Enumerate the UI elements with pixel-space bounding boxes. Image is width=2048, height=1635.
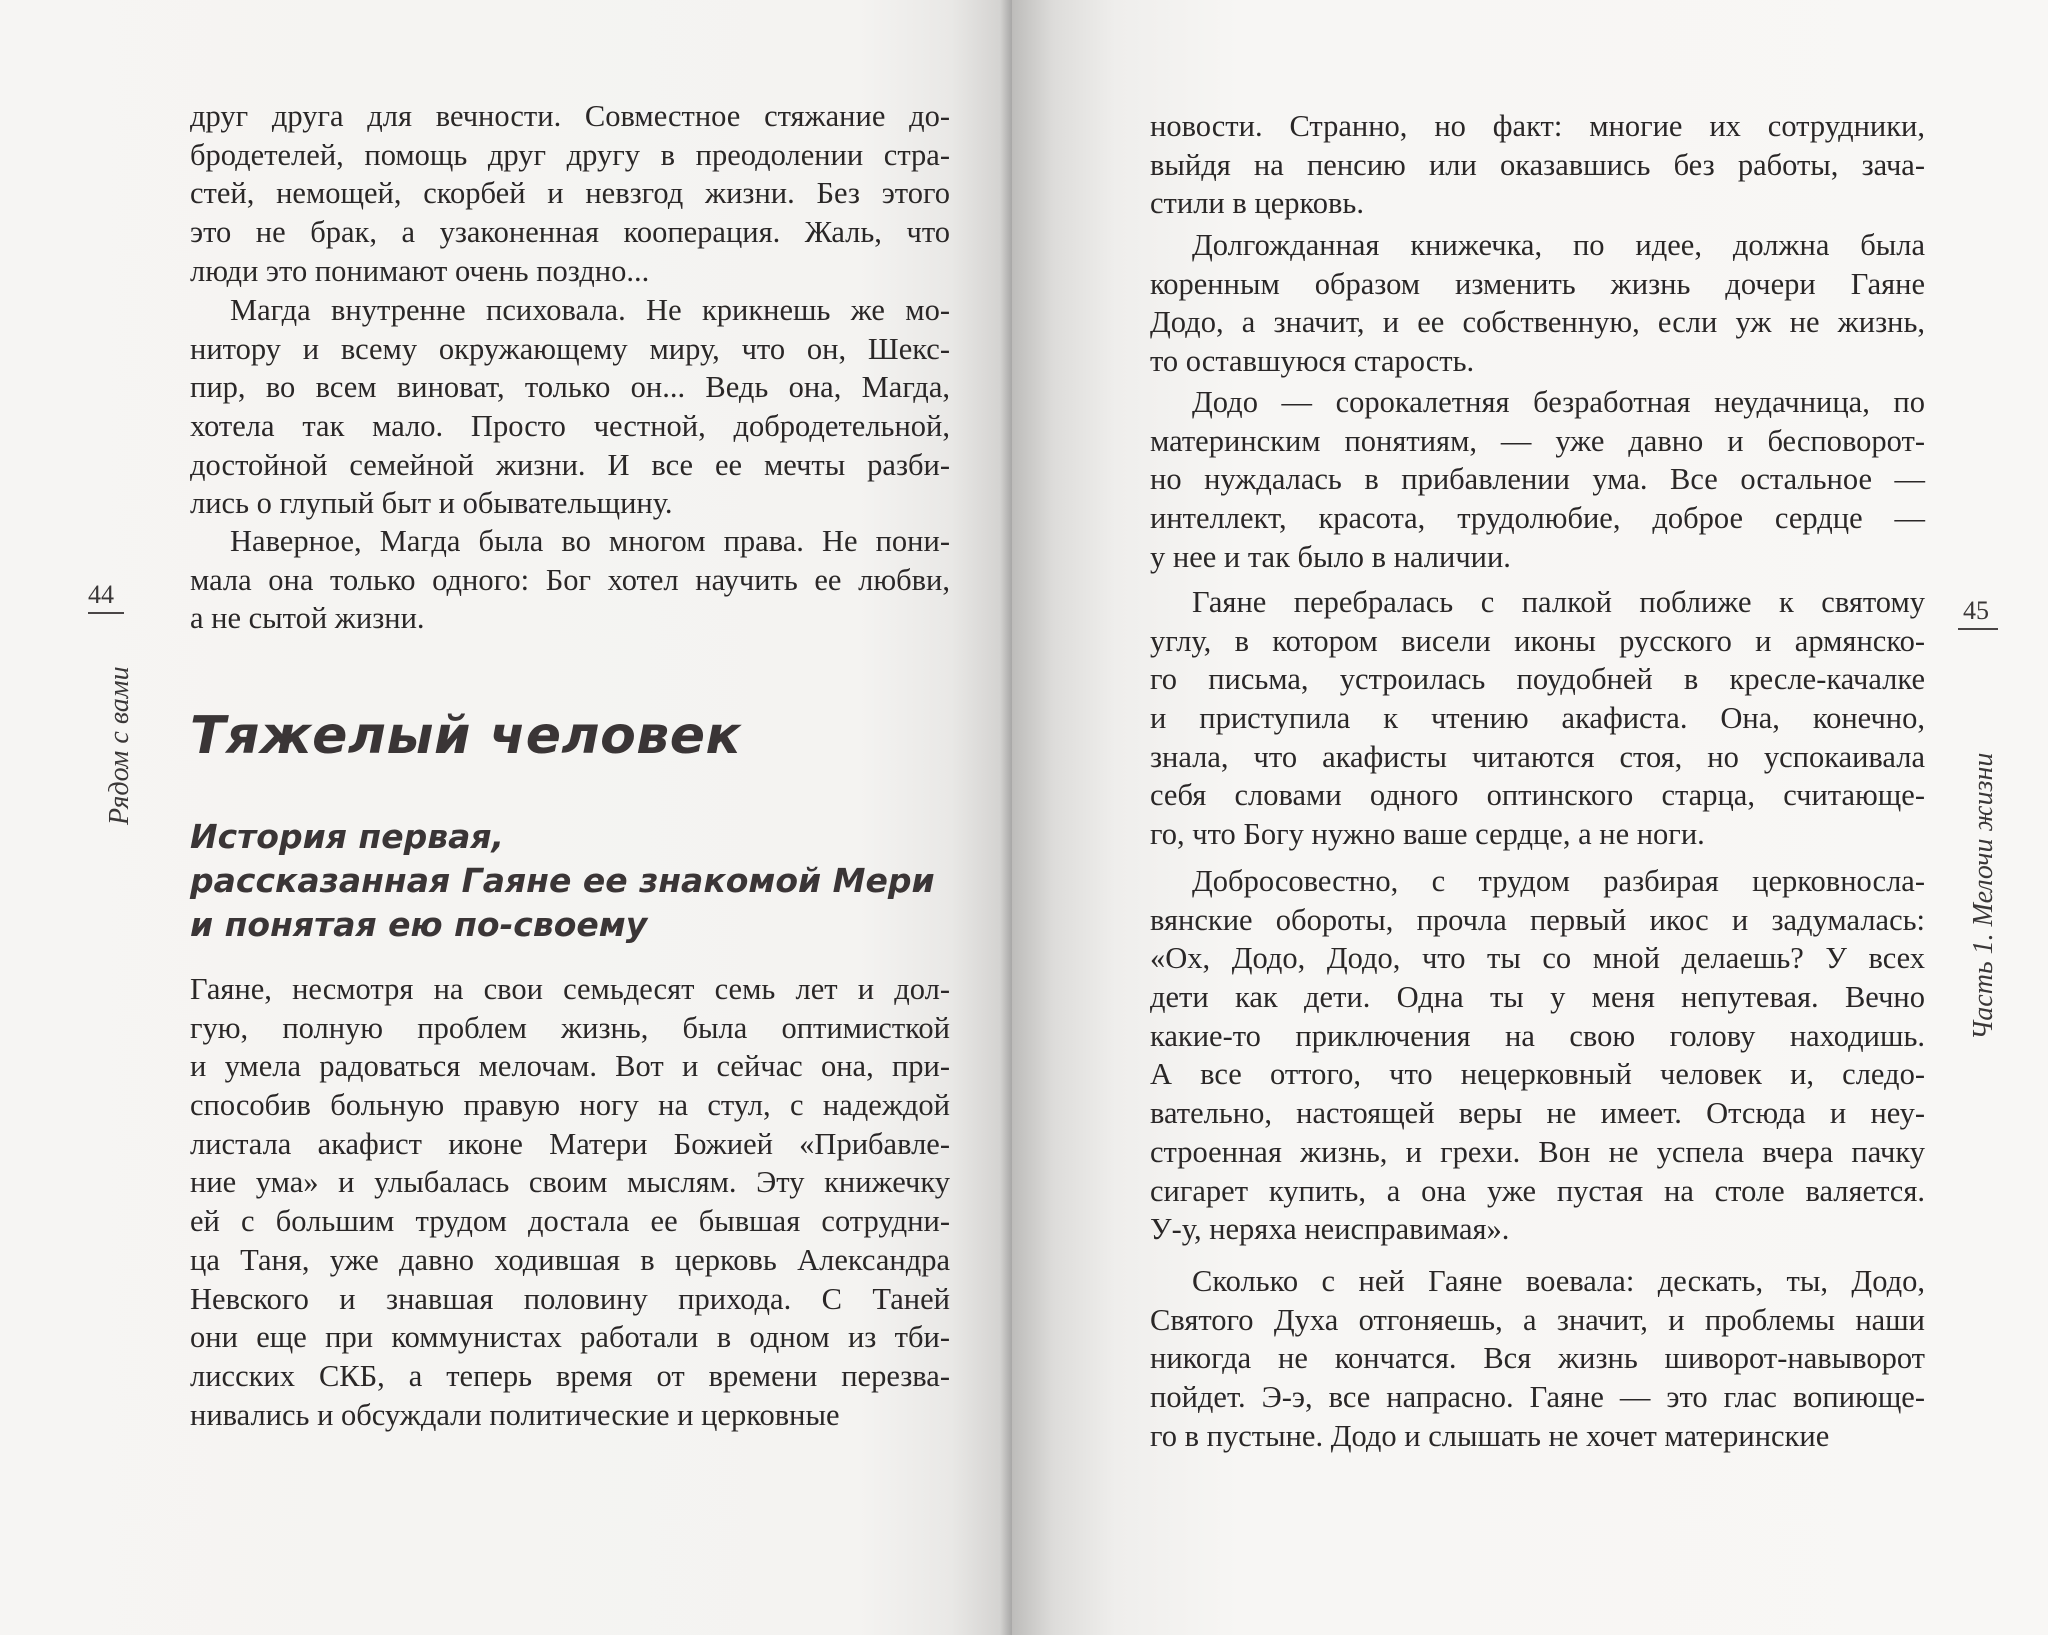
- text-line: Гаяне, несмотря на свои семьдесят семь лет и дол-: [190, 972, 950, 1006]
- right-page: [1012, 0, 2048, 1635]
- left-paragraph-1: [190, 97, 950, 290]
- chapter-heading: Тяжелый человек: [190, 706, 742, 766]
- text-line: вянские обороты, прочла первый икос и задумалась:: [1150, 902, 1925, 937]
- right-paragraph-2: [1150, 226, 1925, 381]
- text-line: какие-то приключения на свою голову находишь.: [1150, 1018, 1925, 1053]
- right-paragraph-3: [1150, 383, 1925, 576]
- text-line: листала акафист иконе Матери Божией «Прибавле-: [190, 1126, 950, 1161]
- text-line: мала она только одного: Бог хотел научить ее любви,: [190, 562, 950, 597]
- text-line: пир, во всем виноват, только он... Ведь она, Магда,: [190, 370, 950, 405]
- text-line: У-у, неряха неисправимая».: [1150, 1212, 1510, 1247]
- text-line: это не брак, а узаконенная кооперация. Жаль, что: [190, 215, 950, 250]
- text-line: хотела так мало. Просто честной, добродетельной,: [190, 409, 950, 444]
- page-number-left: 44: [88, 580, 114, 609]
- text-line: стили в церковь.: [1150, 186, 1364, 221]
- text-line: Магда внутренне психовала. Не крикнешь же мо-: [230, 293, 950, 327]
- text-line: коренным образом изменить жизнь дочери Гаяне: [1150, 266, 1925, 301]
- text-line: и умела радоваться мелочам. Вот и сейчас она, при-: [190, 1049, 950, 1084]
- text-line: Святого Духа отгоняешь, а значит, и проблемы наши: [1150, 1302, 1925, 1337]
- text-line: го, что Богу нужно ваше сердце, а не ноги.: [1150, 817, 1705, 852]
- text-line: бродетелей, помощь друг другу в преодолении стра-: [190, 137, 950, 172]
- text-line: лисских СКБ, а теперь время от времени перезва-: [190, 1358, 950, 1393]
- text-line: материнским понятиям, — уже давно и бесповорот-: [1150, 423, 1925, 458]
- text-line: у нее и так было в наличии.: [1150, 539, 1511, 574]
- running-header-right: Часть 1. Мелочи жизни: [1968, 752, 1999, 1040]
- page-number-rule-right: [1958, 628, 1998, 630]
- text-line: стей, немощей, скорбей и невзгод жизни. Без этого: [190, 176, 950, 211]
- text-line: то оставшуюся старость.: [1150, 344, 1475, 379]
- right-paragraph-1: [1150, 107, 1925, 223]
- right-paragraph-5: [1150, 862, 1925, 1249]
- text-line: Додо, а значит, и ее собственную, если уж не жизнь,: [1150, 305, 1925, 340]
- subheading-line: и понятая ею по-своему: [190, 905, 648, 944]
- subheading-line: История первая,: [190, 817, 505, 856]
- page-number-right: 45: [1963, 596, 1989, 625]
- text-line: нивались и обсуждали политические и церковные: [190, 1397, 840, 1432]
- right-paragraph-6: [1150, 1262, 1925, 1455]
- page-number-rule-left: [88, 612, 124, 614]
- text-line: люди это понимают очень поздно...: [190, 253, 650, 288]
- text-line: го письма, устроилась поудобней в кресле-качалке: [1150, 662, 1925, 697]
- text-line: они еще при коммунистах работали в одном из тби-: [190, 1320, 950, 1355]
- text-line: Гаяне перебралась с палкой поближе к святому: [1192, 585, 1925, 619]
- text-line: Невского и знавшая половину прихода. С Таней: [190, 1281, 950, 1316]
- text-line: друг друга для вечности. Совместное стяжание до-: [190, 99, 950, 133]
- text-line: «Ох, Додо, Додо, что ты со мной делаешь? У всех: [1150, 941, 1925, 976]
- text-line: достойной семейной жизни. И все ее мечты разби-: [190, 447, 950, 482]
- text-line: гую, полную проблем жизнь, была оптимисткой: [190, 1010, 950, 1045]
- text-line: но нуждалась в прибавлении ума. Все остальное —: [1150, 462, 1925, 497]
- text-line: интеллект, красота, трудолюбие, доброе сердце —: [1150, 501, 1925, 536]
- text-line: Наверное, Магда была во многом права. Не пони-: [230, 524, 950, 558]
- text-line: Долгожданная книжечка, по идее, должна была: [1192, 228, 1925, 262]
- text-line: дети как дети. Одна ты у меня непутевая. Вечно: [1150, 980, 1925, 1015]
- text-line: го в пустыне. Додо и слышать не хочет материнские: [1150, 1418, 1830, 1453]
- text-line: ца Таня, уже давно ходившая в церковь Александра: [190, 1242, 950, 1277]
- text-line: вательно, настоящей веры не имеет. Отсюда и неу-: [1150, 1096, 1925, 1131]
- text-line: сигарет купить, а она уже пустая на столе валяется.: [1150, 1173, 1925, 1208]
- text-line: ние ума» и улыбалась своим мыслям. Эту книжечку: [190, 1165, 950, 1200]
- text-line: лись о глупый быт и обывательщину.: [190, 486, 673, 521]
- text-line: углу, в котором висели иконы русского и армянско-: [1150, 623, 1925, 658]
- text-line: никогда не кончатся. Вся жизнь шиворот-навыворот: [1150, 1341, 1925, 1376]
- text-line: Добросовестно, с трудом разбирая церковносла-: [1192, 864, 1925, 898]
- text-line: пойдет. Э-э, все напрасно. Гаяне — это глас вопиюще-: [1150, 1380, 1925, 1415]
- text-line: А все оттого, что нецерковный человек и, следо-: [1150, 1057, 1925, 1092]
- running-header-left: Рядом с вами: [104, 666, 135, 825]
- subheading-line: рассказанная Гаяне ее знакомой Мери: [190, 861, 935, 900]
- text-line: знала, что акафисты читаются стоя, но успокаивала: [1150, 739, 1925, 774]
- text-line: а не сытой жизни.: [190, 601, 425, 636]
- text-line: ей с большим трудом достала ее бывшая сотрудни-: [190, 1204, 950, 1239]
- left-paragraph-4: [190, 970, 950, 1434]
- text-line: выйдя на пенсию или оказавшись без работы, зача-: [1150, 147, 1925, 182]
- text-line: Додо — сорокалетняя безработная неудачница, по: [1192, 385, 1925, 419]
- left-page: [0, 0, 1012, 1635]
- text-line: новости. Странно, но факт: многие их сотрудники,: [1150, 109, 1925, 143]
- text-line: строенная жизнь, и грехи. Вон не успела вчера пачку: [1150, 1134, 1925, 1169]
- story-subheading: [190, 815, 935, 947]
- text-line: себя словами одного оптинского старца, считающе-: [1150, 778, 1925, 813]
- left-paragraph-3: [190, 522, 950, 638]
- right-paragraph-4: [1150, 583, 1925, 854]
- left-paragraph-2: [190, 291, 950, 523]
- text-line: способив больную правую ногу на стул, с надеждой: [190, 1088, 950, 1123]
- text-line: и приступила к чтению акафиста. Она, конечно,: [1150, 701, 1925, 736]
- text-line: Сколько с ней Гаяне воевала: дескать, ты, Додо,: [1192, 1264, 1925, 1298]
- text-line: нитору и всему окружающему миру, что он, Шекс-: [190, 331, 950, 366]
